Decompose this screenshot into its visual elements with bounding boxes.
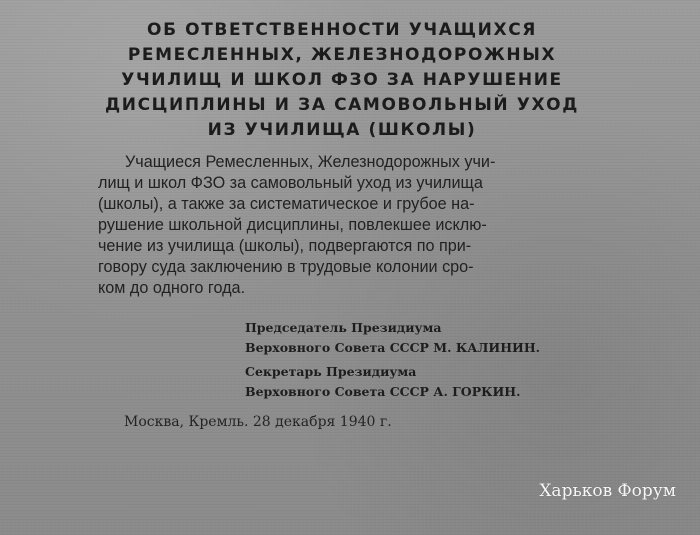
- document-body: [98, 152, 618, 299]
- body-line-7: ком до одного года.: [98, 279, 246, 297]
- body-line-4: рушение школьной дисциплины, повлекшее исклю-: [98, 216, 487, 234]
- secretary-title-line: Секретарь Президиума: [245, 364, 417, 379]
- title-line-1: ОБ ОТВЕТСТВЕННОСТИ УЧАЩИХСЯ: [147, 20, 537, 40]
- title-line-3: УЧИЛИЩ И ШКОЛ ФЗО ЗА НАРУШЕНИЕ: [121, 70, 563, 90]
- body-line-2: лищ и школ ФЗО за самовольный уход из училища: [98, 174, 483, 192]
- secretary-name-line: Верховного Совета СССР А. ГОРКИН.: [245, 384, 521, 399]
- body-line-5: чение из училища (школы), подвергаются по при-: [98, 237, 472, 255]
- signature-block: [245, 318, 540, 402]
- place-date-line: Москва, Кремль. 28 декабря 1940 г.: [124, 414, 392, 430]
- body-line-1: Учащиеся Ремесленных, Железнодорожных учи-: [125, 153, 496, 171]
- body-line-6: говору суда заключению в трудовые колонии сро-: [98, 258, 474, 276]
- chairman-title-line: Председатель Президиума: [245, 320, 442, 335]
- title-line-5: ИЗ УЧИЛИЩА (ШКОЛЫ): [207, 120, 477, 140]
- title-line-4: ДИСЦИПЛИНЫ И ЗА САМОВОЛЬНЫЙ УХОД: [105, 95, 579, 115]
- chairman-name-line: Верховного Совета СССР М. КАЛИНИН.: [245, 340, 541, 355]
- forum-watermark: Харьков Форум: [539, 481, 676, 501]
- body-line-3: (школы), а также за систематическое и грубое на-: [98, 195, 475, 213]
- document-title: [92, 18, 592, 143]
- title-line-2: РЕМЕСЛЕННЫХ, ЖЕЛЕЗНОДОРОЖНЫХ: [127, 45, 557, 65]
